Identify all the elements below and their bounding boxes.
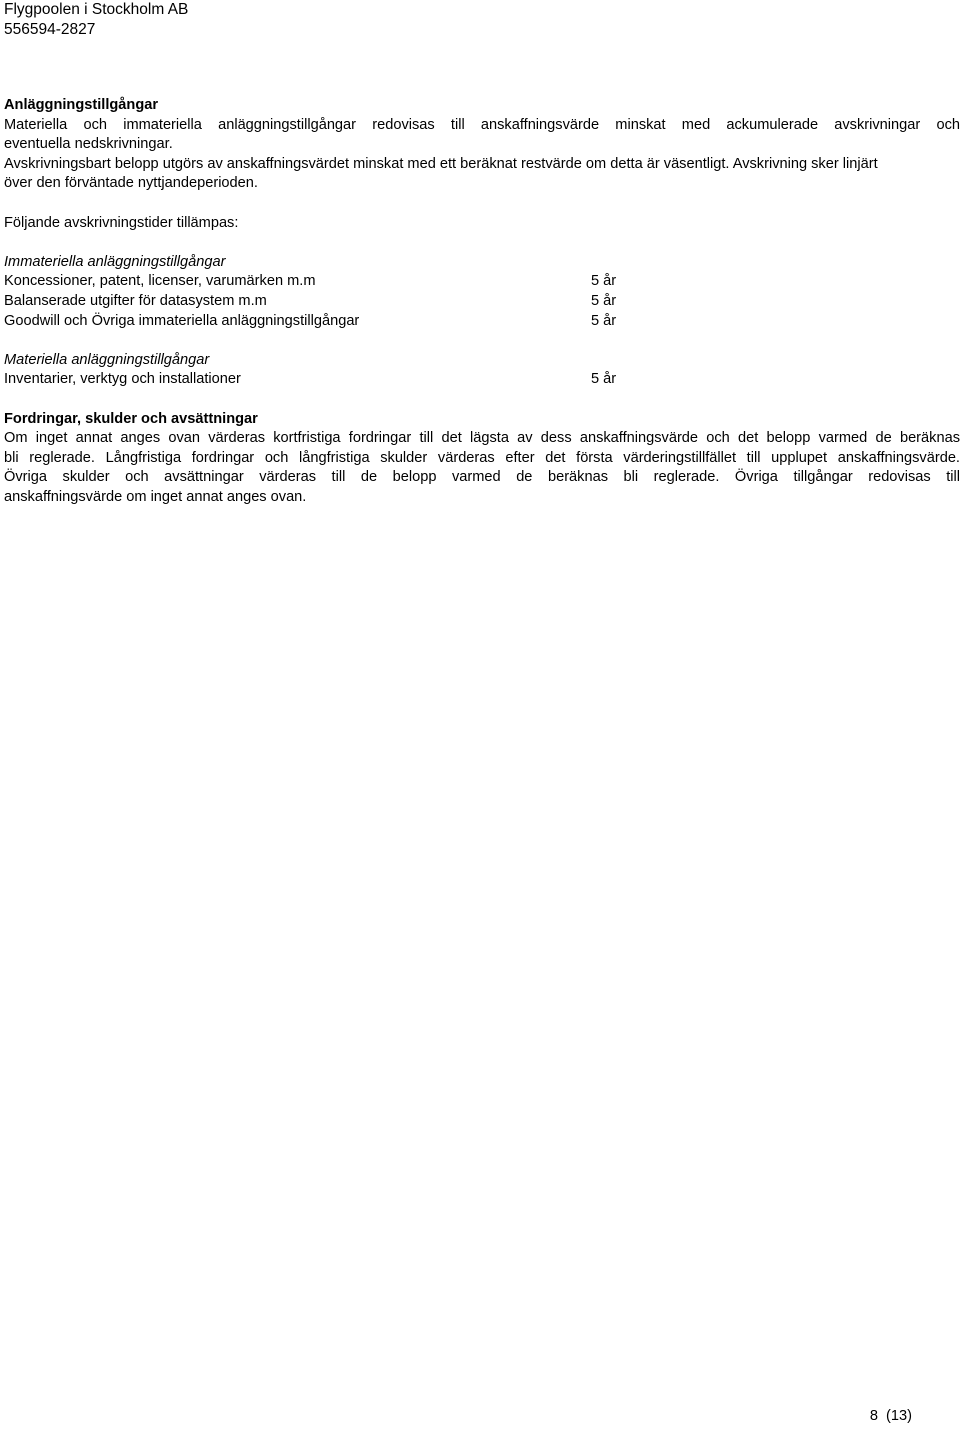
page-number: 8 (13) <box>869 1408 912 1424</box>
paragraph-line: Övriga skulder och avsättningar värderas till de belopp varmed de beräknas bli reglerade. Övriga tillgångar redovisas till <box>4 469 960 486</box>
org-number: 556594-2827 <box>4 21 96 38</box>
paragraph-line: Avskrivningsbart belopp utgörs av anskaffningsvärdet minskat med ett beräknat restvärde om detta är väsentligt. Avskrivning sker linjärt <box>4 155 878 172</box>
depreciation-row <box>4 370 960 390</box>
section-title-anlaggningstillgangar: Anläggningstillgångar <box>4 97 159 113</box>
company-name: Flygpoolen i Stockholm AB <box>4 1 189 18</box>
paragraph-line: eventuella nedskrivningar. <box>4 136 173 153</box>
company-header <box>4 0 188 40</box>
depreciation-row <box>4 292 960 312</box>
materiella-group <box>4 351 960 390</box>
subheading-materiella: Materiella anläggningstillgångar <box>4 351 210 368</box>
paragraph-line: bli reglerade. Långfristiga fordringar och långfristiga skulder värderas efter det första värderingstillfället till upplupet anskaffningsvärde. <box>4 449 960 466</box>
depreciation-row <box>4 272 960 292</box>
depreciation-label: Inventarier, verktyg och installationer <box>4 371 241 388</box>
section-title-fordringar: Fordringar, skulder och avsättningar <box>4 410 258 427</box>
paragraph-line: Materiella och immateriella anläggningstillgångar redovisas till anskaffningsvärde minskat med ackumulerade avskrivningar och <box>4 116 960 133</box>
paragraph-line: Om inget annat anges ovan värderas kortfristiga fordringar till det lägsta av dess anskaffningsvärde och det belopp varmed de beräknas <box>4 430 960 447</box>
subheading-immateriella: Immateriella anläggningstillgångar <box>4 253 226 270</box>
section-anlaggningstillgangar <box>4 96 960 194</box>
immateriella-group <box>4 253 960 331</box>
depreciation-row <box>4 312 960 332</box>
depreciation-value: 5 år <box>591 312 617 329</box>
depreciation-label: Koncessioner, patent, licenser, varumärken m.m <box>4 273 316 290</box>
depreciation-value: 5 år <box>591 371 617 388</box>
paragraph-line: anskaffningsvärde om inget annat anges ovan. <box>4 488 307 505</box>
depreciation-value: 5 år <box>591 292 617 309</box>
depreciation-label: Balanserade utgifter för datasystem m.m <box>4 292 267 309</box>
depreciation-value: 5 år <box>591 273 617 290</box>
depreciation-label: Goodwill och Övriga immateriella anläggningstillgångar <box>4 312 360 329</box>
document-body <box>4 96 960 507</box>
section-fordringar <box>4 410 960 508</box>
paragraph-line: över den förväntade nyttjandeperioden. <box>4 175 258 192</box>
depreciation-intro: Följande avskrivningstider tillämpas: <box>4 214 239 231</box>
